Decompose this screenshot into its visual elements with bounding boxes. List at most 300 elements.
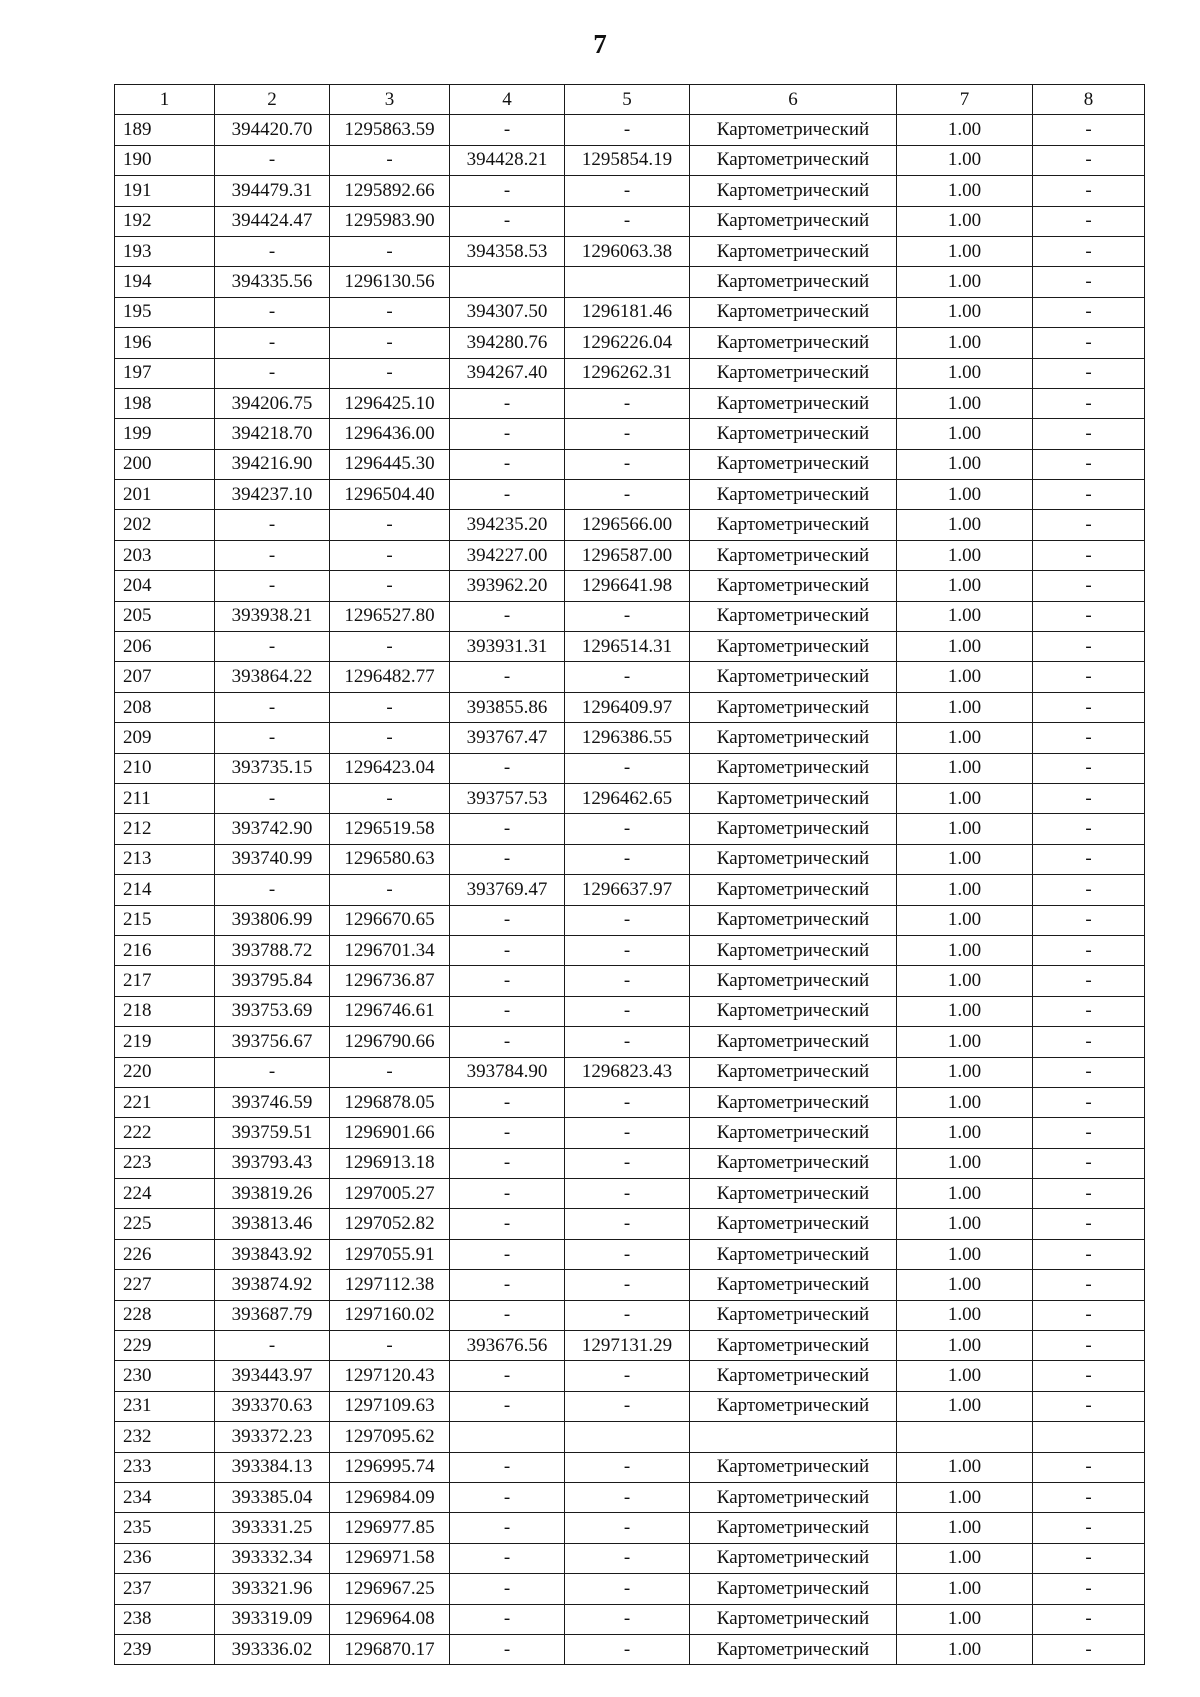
table-cell: Картометрический [690, 996, 897, 1026]
table-cell: 1296409.97 [565, 692, 690, 722]
table-cell: 1296913.18 [330, 1148, 450, 1178]
table-cell: 1296226.04 [565, 328, 690, 358]
table-cell: 1.00 [897, 1634, 1033, 1664]
table-cell: - [215, 236, 330, 266]
table-cell: Картометрический [690, 1209, 897, 1239]
table-cell [1033, 1422, 1145, 1452]
table-row [115, 905, 1145, 935]
table-cell: 1297109.63 [330, 1391, 450, 1421]
table-cell: - [1033, 419, 1145, 449]
table-cell: 1.00 [897, 328, 1033, 358]
table-cell: 1295983.90 [330, 206, 450, 236]
table-cell: - [450, 601, 565, 631]
table-cell: 1.00 [897, 540, 1033, 570]
table-cell: 393687.79 [215, 1300, 330, 1330]
table-cell: - [450, 1209, 565, 1239]
table-cell: 1.00 [897, 419, 1033, 449]
table-cell: - [215, 692, 330, 722]
table-cell: 1.00 [897, 1057, 1033, 1087]
table-cell: 1.00 [897, 1574, 1033, 1604]
table-cell: - [450, 1452, 565, 1482]
table-cell: - [450, 206, 565, 236]
table-cell: Картометрический [690, 1087, 897, 1117]
table-cell: 1.00 [897, 1087, 1033, 1117]
table-row [115, 1118, 1145, 1148]
table-cell: 393370.63 [215, 1391, 330, 1421]
table-cell: 204 [115, 571, 215, 601]
table-row [115, 236, 1145, 266]
table-cell: 394235.20 [450, 510, 565, 540]
table-cell: - [450, 388, 565, 418]
table-cell: - [1033, 145, 1145, 175]
table-cell: 393735.15 [215, 753, 330, 783]
table-cell: - [1033, 115, 1145, 145]
header-row [115, 85, 1145, 115]
table-cell: 1296425.10 [330, 388, 450, 418]
table-cell: 393864.22 [215, 662, 330, 692]
table-cell: - [450, 115, 565, 145]
table-cell: 1.00 [897, 753, 1033, 783]
table-row [115, 267, 1145, 297]
table-cell: - [565, 449, 690, 479]
table-cell: 220 [115, 1057, 215, 1087]
table-cell: 196 [115, 328, 215, 358]
table-cell: 215 [115, 905, 215, 935]
table-cell: Картометрический [690, 328, 897, 358]
table-cell: - [1033, 905, 1145, 935]
table-cell: 393740.99 [215, 844, 330, 874]
table-cell: - [1033, 662, 1145, 692]
table-cell: Картометрический [690, 966, 897, 996]
table-cell: Картометрический [690, 206, 897, 236]
table-cell: 199 [115, 419, 215, 449]
table-cell: - [1033, 1057, 1145, 1087]
table-cell: - [1033, 1361, 1145, 1391]
table-cell: Картометрический [690, 662, 897, 692]
table-cell [690, 1422, 897, 1452]
table-cell: - [1033, 206, 1145, 236]
table-row [115, 1391, 1145, 1421]
table-cell: - [1033, 753, 1145, 783]
table-cell: - [1033, 1331, 1145, 1361]
table-cell: - [1033, 236, 1145, 266]
table-cell: 1.00 [897, 1482, 1033, 1512]
table-cell: Картометрический [690, 388, 897, 418]
table-cell: 393384.13 [215, 1452, 330, 1482]
table-cell: - [450, 1270, 565, 1300]
table-cell: Картометрический [690, 1300, 897, 1330]
table-cell: Картометрический [690, 1027, 897, 1057]
table-row [115, 206, 1145, 236]
table-cell: 239 [115, 1634, 215, 1664]
table-row [115, 358, 1145, 388]
table-row [115, 662, 1145, 692]
table-cell: 1.00 [897, 297, 1033, 327]
table-cell: 1296964.08 [330, 1604, 450, 1634]
table-cell: - [215, 510, 330, 540]
table-cell: 393843.92 [215, 1239, 330, 1269]
column-header: 7 [897, 85, 1033, 115]
table-cell: - [1033, 1513, 1145, 1543]
table-cell: 394267.40 [450, 358, 565, 388]
table-cell: - [1033, 388, 1145, 418]
table-cell: - [1033, 267, 1145, 297]
table-cell: Картометрический [690, 510, 897, 540]
table-cell: 238 [115, 1604, 215, 1634]
table-cell: 211 [115, 783, 215, 813]
table-row [115, 297, 1145, 327]
table-cell: 212 [115, 814, 215, 844]
table-cell: 393874.92 [215, 1270, 330, 1300]
table-cell: Картометрический [690, 176, 897, 206]
table-cell: - [565, 1118, 690, 1148]
table-cell: - [1033, 723, 1145, 753]
table-cell: 1296977.85 [330, 1513, 450, 1543]
table-cell: 1.00 [897, 905, 1033, 935]
table-cell: - [565, 753, 690, 783]
table-cell [565, 1422, 690, 1452]
column-header: 2 [215, 85, 330, 115]
table-cell: 1296870.17 [330, 1634, 450, 1664]
table-cell: 1296519.58 [330, 814, 450, 844]
table-cell: - [450, 449, 565, 479]
table-cell: - [215, 145, 330, 175]
table-cell: 1296514.31 [565, 632, 690, 662]
table-cell: 393819.26 [215, 1179, 330, 1209]
table-cell: - [215, 875, 330, 905]
table-cell: - [450, 814, 565, 844]
table-cell: 225 [115, 1209, 215, 1239]
table-row [115, 571, 1145, 601]
table-cell [897, 1422, 1033, 1452]
table-cell: - [215, 723, 330, 753]
table-cell: 394216.90 [215, 449, 330, 479]
table-cell: 1.00 [897, 176, 1033, 206]
table-cell: - [1033, 1270, 1145, 1300]
table-cell: 227 [115, 1270, 215, 1300]
table-cell: 1.00 [897, 875, 1033, 905]
table-cell: 1.00 [897, 267, 1033, 297]
table-cell: 1297131.29 [565, 1331, 690, 1361]
table-cell: - [565, 662, 690, 692]
table-cell: - [1033, 358, 1145, 388]
table-cell: - [1033, 1391, 1145, 1421]
table-cell: 219 [115, 1027, 215, 1057]
table-cell: 1296566.00 [565, 510, 690, 540]
table-cell: - [565, 1148, 690, 1178]
table-cell: 394420.70 [215, 115, 330, 145]
table-cell: 1.00 [897, 1239, 1033, 1269]
table-cell: 1.00 [897, 1118, 1033, 1148]
table-cell: 207 [115, 662, 215, 692]
table-row [115, 1087, 1145, 1117]
table-cell: 1296504.40 [330, 480, 450, 510]
table-cell: 1.00 [897, 358, 1033, 388]
table-cell: 393331.25 [215, 1513, 330, 1543]
table-cell: Картометрический [690, 571, 897, 601]
table-cell: 1296436.00 [330, 419, 450, 449]
table-cell: Картометрический [690, 1331, 897, 1361]
table-cell: - [1033, 1027, 1145, 1057]
table-row [115, 449, 1145, 479]
table-cell: - [450, 176, 565, 206]
table-cell: 393769.47 [450, 875, 565, 905]
table-row [115, 723, 1145, 753]
table-cell: 1296901.66 [330, 1118, 450, 1148]
table-cell: 393795.84 [215, 966, 330, 996]
table-cell: - [565, 601, 690, 631]
table-cell: - [450, 1148, 565, 1178]
table-cell: 1.00 [897, 115, 1033, 145]
table-cell: 1.00 [897, 632, 1033, 662]
table-cell: - [565, 996, 690, 1026]
table-cell: - [1033, 510, 1145, 540]
table-cell: - [1033, 1300, 1145, 1330]
table-cell: Картометрический [690, 783, 897, 813]
table-cell: Картометрический [690, 358, 897, 388]
table-cell: 1.00 [897, 510, 1033, 540]
table-cell: 1.00 [897, 388, 1033, 418]
page-number: 7 [593, 29, 607, 59]
table-cell: Картометрический [690, 723, 897, 753]
table-row [115, 844, 1145, 874]
table-cell: 201 [115, 480, 215, 510]
table-cell: - [330, 328, 450, 358]
table-cell: - [565, 419, 690, 449]
table-cell: Картометрический [690, 1361, 897, 1391]
table-cell: Картометрический [690, 875, 897, 905]
table-cell: 1296462.65 [565, 783, 690, 813]
table-cell: Картометрический [690, 115, 897, 145]
table-cell: - [1033, 1543, 1145, 1573]
table-cell: 1296967.25 [330, 1574, 450, 1604]
table-cell: 393385.04 [215, 1482, 330, 1512]
table-row [115, 328, 1145, 358]
table-cell: - [450, 1179, 565, 1209]
table-cell: 394479.31 [215, 176, 330, 206]
table-cell: 1.00 [897, 783, 1033, 813]
table-cell: 394280.76 [450, 328, 565, 358]
table-cell: - [330, 358, 450, 388]
table-cell: 203 [115, 540, 215, 570]
table-cell: Картометрический [690, 1452, 897, 1482]
table-cell: - [450, 1482, 565, 1512]
table-cell: - [450, 1574, 565, 1604]
table-cell: - [1033, 449, 1145, 479]
table-cell: 393788.72 [215, 935, 330, 965]
table-cell: - [565, 1361, 690, 1391]
table-cell: 1296701.34 [330, 935, 450, 965]
table-cell: Картометрический [690, 480, 897, 510]
table-cell: - [450, 753, 565, 783]
table-cell: 1296181.46 [565, 297, 690, 327]
table-cell: - [565, 1239, 690, 1269]
table-cell: 393372.23 [215, 1422, 330, 1452]
table-cell: 206 [115, 632, 215, 662]
table-cell: 1.00 [897, 601, 1033, 631]
table-cell: 393321.96 [215, 1574, 330, 1604]
table-cell: 1296637.97 [565, 875, 690, 905]
table-cell: - [330, 236, 450, 266]
table-cell: - [1033, 1482, 1145, 1512]
table-cell: 197 [115, 358, 215, 388]
table-cell: - [215, 540, 330, 570]
table-cell: - [565, 1270, 690, 1300]
table-cell: 214 [115, 875, 215, 905]
table-cell: 194 [115, 267, 215, 297]
table-cell: - [1033, 480, 1145, 510]
table-cell: - [450, 1513, 565, 1543]
table-cell: 222 [115, 1118, 215, 1148]
table-cell: 1.00 [897, 1604, 1033, 1634]
table-cell: 209 [115, 723, 215, 753]
table-cell: - [450, 996, 565, 1026]
table-cell: - [1033, 814, 1145, 844]
table-cell: - [450, 1604, 565, 1634]
table-cell: - [450, 1634, 565, 1664]
column-header: 4 [450, 85, 565, 115]
table-cell: Картометрический [690, 297, 897, 327]
table-cell: 1296746.61 [330, 996, 450, 1026]
table-cell: - [565, 1179, 690, 1209]
table-cell: - [565, 206, 690, 236]
table-cell: 1297160.02 [330, 1300, 450, 1330]
table-cell: 1296995.74 [330, 1452, 450, 1482]
table-cell: 393793.43 [215, 1148, 330, 1178]
column-header: 8 [1033, 85, 1145, 115]
table-cell: - [330, 1057, 450, 1087]
table-cell: 195 [115, 297, 215, 327]
table-cell: - [1033, 540, 1145, 570]
table-row [115, 1574, 1145, 1604]
table-cell: 1296445.30 [330, 449, 450, 479]
table-cell: - [1033, 297, 1145, 327]
table-cell: 1296984.09 [330, 1482, 450, 1512]
table-cell: 393931.31 [450, 632, 565, 662]
table-cell: 394428.21 [450, 145, 565, 175]
table-cell: - [1033, 844, 1145, 874]
table-row [115, 419, 1145, 449]
table-row [115, 1452, 1145, 1482]
table-cell: 393746.59 [215, 1087, 330, 1117]
table-row [115, 996, 1145, 1026]
table-row [115, 1513, 1145, 1543]
table-cell: - [450, 1239, 565, 1269]
table-cell: - [450, 905, 565, 935]
table-cell: Картометрический [690, 1239, 897, 1269]
table-cell: 394237.10 [215, 480, 330, 510]
table-cell: - [565, 1634, 690, 1664]
table-cell: 1297052.82 [330, 1209, 450, 1239]
table-cell: 1297055.91 [330, 1239, 450, 1269]
table-cell: 393742.90 [215, 814, 330, 844]
table-cell: Картометрический [690, 814, 897, 844]
table-cell: - [450, 1118, 565, 1148]
table-cell: - [1033, 601, 1145, 631]
table-cell: 1.00 [897, 814, 1033, 844]
table-cell: 1296423.04 [330, 753, 450, 783]
table-row [115, 1300, 1145, 1330]
table-cell: 224 [115, 1179, 215, 1209]
table-cell: - [1033, 1452, 1145, 1482]
table-cell: - [1033, 571, 1145, 601]
table-cell: - [1033, 1634, 1145, 1664]
table-cell: 237 [115, 1574, 215, 1604]
table-row [115, 601, 1145, 631]
table-row [115, 145, 1145, 175]
table-cell: - [1033, 1239, 1145, 1269]
table-row [115, 1331, 1145, 1361]
table-body [115, 115, 1145, 1665]
column-header: 5 [565, 85, 690, 115]
table-cell: - [565, 1452, 690, 1482]
table-cell: 210 [115, 753, 215, 783]
table-cell: 393319.09 [215, 1604, 330, 1634]
table-cell: - [330, 571, 450, 601]
table-cell: 226 [115, 1239, 215, 1269]
table-cell: 1296790.66 [330, 1027, 450, 1057]
table-cell: - [565, 1391, 690, 1421]
table-cell: - [1033, 783, 1145, 813]
table-cell: 1.00 [897, 145, 1033, 175]
table-cell: - [450, 1391, 565, 1421]
table-cell: 228 [115, 1300, 215, 1330]
table-cell: 1.00 [897, 1209, 1033, 1239]
table-cell: 393784.90 [450, 1057, 565, 1087]
table-cell: Картометрический [690, 1118, 897, 1148]
table-cell [450, 267, 565, 297]
table-row [115, 1148, 1145, 1178]
table-row [115, 1361, 1145, 1391]
table-cell: 233 [115, 1452, 215, 1482]
table-cell: 1296527.80 [330, 601, 450, 631]
coordinates-table [114, 84, 1145, 1665]
table-cell: 193 [115, 236, 215, 266]
table-cell: - [565, 1087, 690, 1117]
table-cell: 1.00 [897, 1179, 1033, 1209]
table-cell: 208 [115, 692, 215, 722]
table-cell: 393806.99 [215, 905, 330, 935]
table-cell: - [330, 510, 450, 540]
table-cell: 229 [115, 1331, 215, 1361]
table-cell: - [450, 935, 565, 965]
table-cell: 191 [115, 176, 215, 206]
table-row [115, 480, 1145, 510]
table-cell: - [330, 145, 450, 175]
column-header: 1 [115, 85, 215, 115]
table-cell: 1296823.43 [565, 1057, 690, 1087]
table-cell: 1.00 [897, 1148, 1033, 1178]
table-cell: 1297120.43 [330, 1361, 450, 1391]
table-cell: 394424.47 [215, 206, 330, 236]
table-cell: 1.00 [897, 1270, 1033, 1300]
table-cell: 189 [115, 115, 215, 145]
table-cell: - [565, 1543, 690, 1573]
table-cell: 1296063.38 [565, 236, 690, 266]
table-cell: 221 [115, 1087, 215, 1117]
table-cell: 200 [115, 449, 215, 479]
table-cell: 393753.69 [215, 996, 330, 1026]
table-cell: 1296736.87 [330, 966, 450, 996]
table-cell: - [450, 1543, 565, 1573]
table-cell [450, 1422, 565, 1452]
table-cell: - [1033, 1574, 1145, 1604]
table-cell: - [330, 1331, 450, 1361]
table-cell: 205 [115, 601, 215, 631]
table-cell: - [565, 1209, 690, 1239]
table-cell: 1296670.65 [330, 905, 450, 935]
table-cell: 1297005.27 [330, 1179, 450, 1209]
